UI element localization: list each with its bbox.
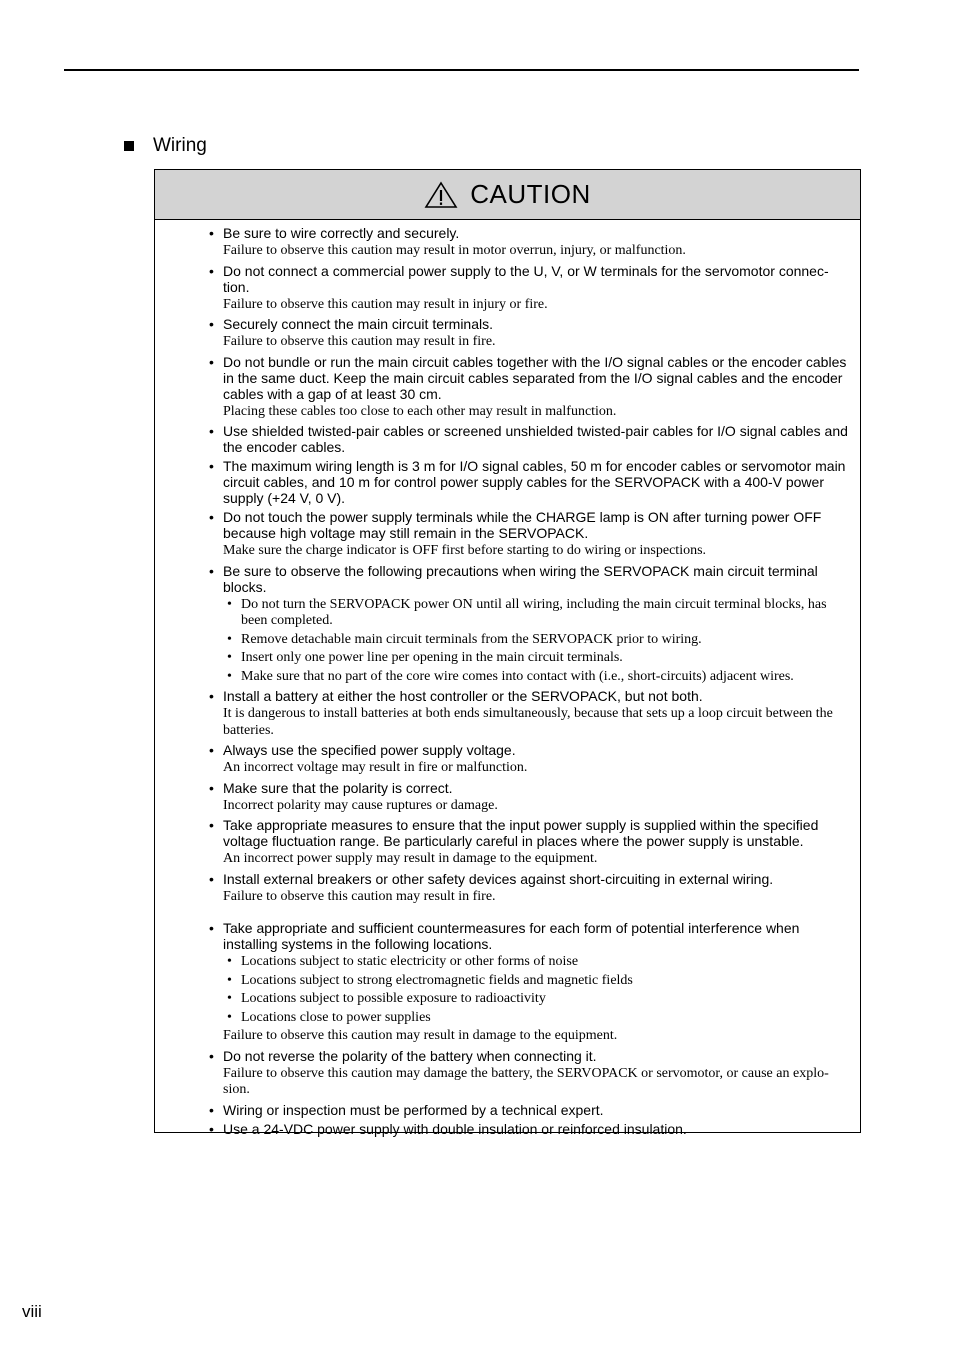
sub-bullet-icon: • — [227, 631, 232, 647]
bullet-icon: • — [209, 1101, 214, 1118]
caution-sub-item — [223, 650, 850, 667]
bullet-icon: • — [209, 1047, 214, 1064]
caution-item-note: Failure to observe this caution may result in damage to the equipment. — [223, 1028, 618, 1043]
caution-item-text: Make sure that the polarity is correct. — [223, 779, 453, 796]
caution-item-note: Failure to observe this caution may result in fire. — [223, 888, 496, 904]
caution-item — [209, 871, 850, 906]
caution-sub-item-text: Do not turn the SERVOPACK power ON until all wiring, including the main circuit terminal blocks, has been completed. — [241, 596, 827, 628]
bullet-icon: • — [209, 742, 214, 758]
caution-item-text: Install external breakers or other safety devices against short-circuiting in external wiring. — [223, 870, 774, 887]
caution-item-text: Do not touch the power supply terminals while the CHARGE lamp is ON after turning power OFF because high voltage may still remain in the SERVOPACK. — [223, 509, 822, 541]
caution-item — [209, 423, 850, 455]
sub-bullet-icon: • — [227, 1009, 232, 1025]
caution-item-text: Be sure to wire correctly and securely. — [223, 225, 460, 241]
caution-item-text: Always use the specified power supply voltage. — [223, 742, 516, 758]
caution-item-note: Incorrect polarity may cause ruptures or damage. — [223, 797, 498, 813]
caution-item-note: Failure to observe this caution may damage the battery, the SERVOPACK or servomotor, or cause an explo- sion. — [223, 1065, 829, 1097]
bullet-icon: • — [209, 458, 214, 474]
caution-item-text: Be sure to observe the following precautions when wiring the SERVOPACK main circuit terminal blocks. — [223, 562, 818, 595]
caution-sub-item-text: Locations subject to static electricity or other forms of noise — [241, 954, 579, 969]
caution-list — [155, 220, 860, 1137]
caution-item — [209, 688, 850, 739]
bullet-icon: • — [209, 562, 214, 579]
caution-item — [209, 742, 850, 777]
caution-box — [154, 169, 861, 1137]
bullet-icon: • — [209, 509, 214, 525]
page-number: viii — [22, 1302, 42, 1321]
caution-sub-item-text: Locations subject to possible exposure to radioactivity — [241, 991, 546, 1006]
caution-item-note: Failure to observe this caution may result in motor overrun, injury, or malfunction. — [223, 243, 686, 258]
list-spacer — [209, 908, 850, 920]
caution-item-text: Use shielded twisted-pair cables or screened unshielded twisted-pair cables for I/O signal cables and the encoder cables. — [223, 423, 848, 455]
caution-header — [155, 170, 860, 220]
caution-item-text: Do not bundle or run the main circuit cables together with the I/O signal cables or the encoder cables in the same duct. Keep the main circuit cables separated from the I/O signal cables and the encoder cables with a gap of at least 30 cm. — [223, 353, 847, 402]
caution-sub-item — [223, 597, 850, 630]
caution-item-text: Take appropriate and sufficient countermeasures for each form of potential interference when installing systems in the following locations. — [223, 920, 800, 952]
caution-sub-item-text: Insert only one power line per opening in the main circuit terminals. — [241, 650, 623, 665]
sub-bullet-icon: • — [227, 596, 232, 612]
caution-title: CAUTION — [470, 179, 591, 209]
caution-item-text: Install a battery at either the host controller or the SERVOPACK, but not both. — [223, 688, 703, 704]
bullet-icon: • — [209, 316, 214, 332]
sub-bullet-icon: • — [227, 954, 232, 969]
caution-sub-item — [223, 669, 850, 686]
section-title: Wiring — [153, 135, 207, 156]
caution-item-text: The maximum wiring length is 3 m for I/O signal cables, 50 m for encoder cables or servomotor main circuit cables, and 10 m for control power supply cables for the SERVOPACK with a 400-V power supply (+24 V, 0 V). — [223, 458, 846, 506]
square-bullet-icon — [124, 141, 134, 151]
warning-triangle-icon — [424, 181, 458, 209]
caution-item — [209, 563, 850, 686]
caution-item-note: An incorrect power supply may result in damage to the equipment. — [223, 851, 598, 866]
caution-item-text: Do not reverse the polarity of the battery when connecting it. — [223, 1047, 597, 1064]
caution-item-text: Do not connect a commercial power supply to the U, V, or W terminals for the servomotor connec- tion. — [223, 262, 829, 295]
caution-item — [209, 354, 850, 421]
caution-item — [209, 817, 850, 868]
caution-item — [209, 225, 850, 260]
caution-sub-item — [223, 632, 850, 649]
caution-item — [209, 263, 850, 314]
bullet-icon: • — [209, 870, 214, 887]
caution-item — [209, 1048, 850, 1099]
bullet-icon: • — [209, 920, 214, 936]
caution-item — [209, 780, 850, 815]
bullet-icon: • — [209, 817, 214, 833]
caution-sub-item — [223, 954, 850, 971]
caution-item-note: Make sure the charge indicator is OFF first before starting to do wiring or inspections. — [223, 543, 707, 558]
caution-item — [209, 1121, 850, 1137]
caution-item-note: Placing these cables too close to each other may result in malfunction. — [223, 403, 617, 419]
caution-item-note: Failure to observe this caution may result in fire. — [223, 334, 496, 349]
caution-item — [209, 316, 850, 351]
sub-bullet-icon: • — [227, 650, 232, 665]
caution-item-note: Failure to observe this caution may result in injury or fire. — [223, 296, 548, 312]
caution-item-text: Take appropriate measures to ensure that the input power supply is supplied within the specified voltage fluctuation range. Be particularly careful in places where the power supply is unstable. — [223, 817, 819, 849]
caution-sub-item-text: Make sure that no part of the core wire comes into contact with (i.e., short-circuits) adjacent wires. — [241, 668, 794, 684]
sub-bullet-icon: • — [227, 972, 232, 988]
caution-item — [209, 509, 850, 560]
caution-item-note: It is dangerous to install batteries at both ends simultaneously, because that sets up a loop circuit between the batteries. — [223, 706, 833, 738]
caution-sub-item-text: Remove detachable main circuit terminals from the SERVOPACK prior to wiring. — [241, 631, 702, 647]
bullet-icon: • — [209, 225, 214, 241]
caution-sub-item-text: Locations close to power supplies — [241, 1009, 431, 1025]
bullet-icon: • — [209, 779, 214, 796]
caution-item — [209, 1102, 850, 1118]
sub-bullet-icon: • — [227, 668, 232, 684]
caution-item-text: Wiring or inspection must be performed by a technical expert. — [223, 1101, 604, 1118]
bullet-icon: • — [209, 353, 214, 370]
caution-sub-item — [223, 1010, 850, 1027]
sub-bullet-icon: • — [227, 991, 232, 1006]
caution-item — [209, 920, 850, 1045]
bullet-icon: • — [209, 423, 214, 439]
header-rule — [64, 69, 859, 71]
caution-item-note: An incorrect voltage may result in fire or malfunction. — [223, 760, 528, 775]
caution-item-text: Use a 24-VDC power supply with double insulation or reinforced insulation. — [223, 1120, 687, 1137]
caution-item-text: Securely connect the main circuit terminals. — [223, 316, 493, 332]
caution-sub-item — [223, 973, 850, 990]
section-heading — [124, 135, 207, 157]
bullet-icon: • — [209, 1120, 214, 1137]
caution-sub-item-text: Locations subject to strong electromagnetic fields and magnetic fields — [241, 972, 633, 988]
caution-sub-item — [223, 991, 850, 1008]
bullet-icon: • — [209, 262, 214, 279]
caution-item — [209, 458, 850, 506]
bullet-icon: • — [209, 688, 214, 704]
